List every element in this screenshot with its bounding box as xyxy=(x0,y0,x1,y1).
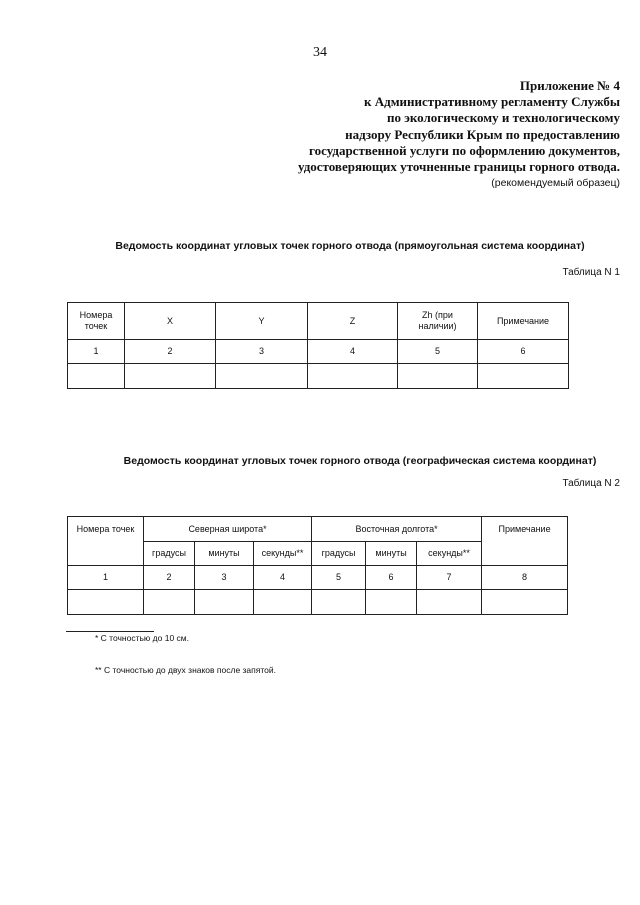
appendix-header xyxy=(298,78,620,191)
table2-subheader-cell: градусы xyxy=(312,542,366,566)
table2-subheader-cell: градусы xyxy=(144,542,195,566)
table1-header-cell: X xyxy=(125,303,216,340)
table1-empty-cell xyxy=(398,364,478,389)
appendix-line: Приложение № 4 xyxy=(519,78,620,93)
table2-empty-cell xyxy=(144,590,195,615)
appendix-line: по экологическому и технологическому xyxy=(387,110,620,126)
footnote: * С точностью до 10 см. xyxy=(95,633,189,643)
table2-number-row xyxy=(68,566,568,590)
table2-header-longitude: Восточная долгота* xyxy=(312,517,482,542)
table2-number-cell: 4 xyxy=(254,566,312,590)
table2-subheader-cell: минуты xyxy=(366,542,417,566)
table1-number-cell: 2 xyxy=(125,340,216,364)
table1-title: Ведомость координат угловых точек горного отвода (прямоугольная система координат) xyxy=(115,240,585,252)
table2-label: Таблица N 2 xyxy=(562,478,620,489)
footnote-divider xyxy=(66,631,154,632)
appendix-note: (рекомендуемый образец) xyxy=(491,177,620,190)
table2-number-cell: 5 xyxy=(312,566,366,590)
table1 xyxy=(67,302,569,389)
table1-header-cell: Примечание xyxy=(478,303,569,340)
table2-empty-cell xyxy=(68,590,144,615)
table1-empty-cell xyxy=(68,364,125,389)
table2-number-cell: 8 xyxy=(482,566,568,590)
table1-number-cell: 4 xyxy=(308,340,398,364)
table2-subheader-cell: минуты xyxy=(195,542,254,566)
table2 xyxy=(67,516,568,615)
table2-subheader-cell: секунды** xyxy=(417,542,482,566)
table1-header-row xyxy=(68,303,569,340)
table1-header-cell: Zh (при наличии) xyxy=(398,303,478,340)
table2-header-note: Примечание xyxy=(482,517,568,566)
table1-number-cell: 5 xyxy=(398,340,478,364)
appendix-line: надзору Республики Крым по предоставлению xyxy=(345,126,620,142)
table2-number-cell: 7 xyxy=(417,566,482,590)
table2-number-cell: 3 xyxy=(195,566,254,590)
table1-number-row xyxy=(68,340,569,364)
table2-empty-cell xyxy=(312,590,366,615)
table2-empty-cell xyxy=(482,590,568,615)
table1-header-cell: Y xyxy=(216,303,308,340)
appendix-line: государственной услуги по оформлению документов, xyxy=(309,142,620,158)
table2-header-row xyxy=(68,517,568,542)
table1-number-cell: 3 xyxy=(216,340,308,364)
footnote: ** С точностью до двух знаков после запятой. xyxy=(95,665,277,675)
table2-empty-cell xyxy=(366,590,417,615)
table2-subheader-cell: секунды** xyxy=(254,542,312,566)
table2-number-cell: 6 xyxy=(366,566,417,590)
table1-empty-cell xyxy=(125,364,216,389)
table1-header-cell: Z xyxy=(308,303,398,340)
table1-number-cell: 1 xyxy=(68,340,125,364)
appendix-line: к Административному регламенту Службы xyxy=(363,94,620,110)
table2-title: Ведомость координат угловых точек горного отвода (географическая система координат) xyxy=(123,455,597,467)
table1-empty-cell xyxy=(308,364,398,389)
table1-number-cell: 6 xyxy=(478,340,569,364)
table2-empty-cell xyxy=(417,590,482,615)
table1-label: Таблица N 1 xyxy=(562,267,620,278)
table2-empty-row xyxy=(68,590,568,615)
table1-header-cell: Номера точек xyxy=(68,303,125,340)
page-number: 34 xyxy=(313,45,327,60)
table2-empty-cell xyxy=(195,590,254,615)
table1-empty-cell xyxy=(478,364,569,389)
appendix-line: удостоверяющих уточненные границы горного отвода. xyxy=(298,159,620,175)
table1-empty-row xyxy=(68,364,569,389)
table2-header-latitude: Северная широта* xyxy=(144,517,312,542)
table2-header-points: Номера точек xyxy=(68,517,144,566)
table2-number-cell: 1 xyxy=(68,566,144,590)
table2-empty-cell xyxy=(254,590,312,615)
table2-number-cell: 2 xyxy=(144,566,195,590)
table1-empty-cell xyxy=(216,364,308,389)
